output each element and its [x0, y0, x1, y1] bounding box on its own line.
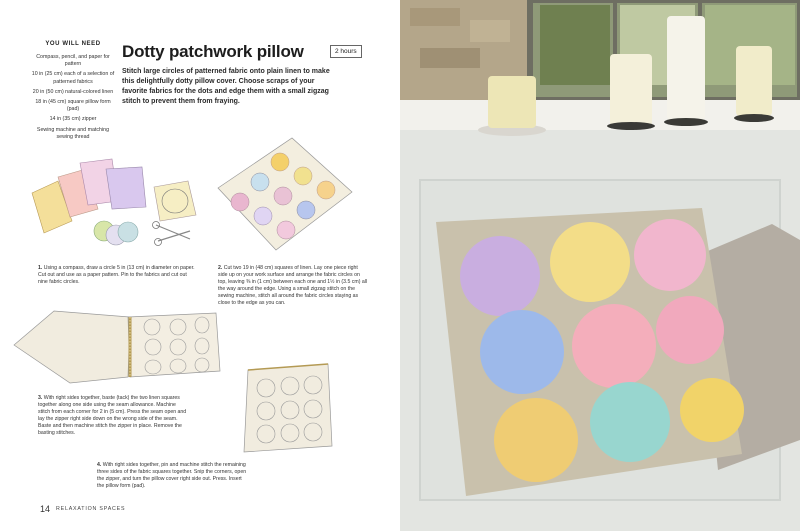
pillow-photo — [400, 0, 800, 531]
step-description: Using a compass, draw a circle 5 in (13 cm) in diameter on paper. Cut out and use as a paper pattern. Pin to the fabrics and cut out nine fabric circles. — [38, 265, 195, 285]
project-intro: Stitch large circles of patterned fabric onto plain linen to make this delightfully dotty pillow cover. Choose scraps of your favorite fabrics for the dots and edge them with a small zigzag stitch to prevent them from fraying. — [122, 68, 330, 105]
step-description: With right sides together, pin and machine stitch the remaining three sides of the fabric squares together. Snip the corners, open the zipper, and turn the pillow cover right side out. Press. Insert the pillow form (pad). — [97, 462, 247, 489]
step3-illustration — [10, 305, 230, 385]
materials-list — [30, 54, 116, 144]
material-item: Sewing machine and matching sewing thread — [36, 126, 110, 140]
paper-pattern — [154, 181, 196, 221]
material-item: 14 in (35 cm) zipper — [49, 116, 97, 123]
page-number: 14 — [40, 504, 51, 514]
section-name: RELAXATION SPACES — [56, 506, 126, 512]
time-badge: 2 hours — [330, 45, 362, 58]
step-number: 3. — [38, 395, 43, 401]
pillow — [436, 208, 744, 496]
step-number: 1. — [38, 265, 43, 271]
step-2-text — [218, 265, 368, 307]
material-item: 18 in (45 cm) square pillow form (pad) — [35, 99, 111, 113]
step-number: 4. — [97, 462, 102, 468]
material-item: 20 in (50 cm) natural-colored linen — [32, 88, 114, 95]
step-description: With right sides together, baste (tack) the two linen squares together along one side using the seam allowance. Machine stitch from each corner for 2 in (5 cm). Press the seam open and lay the zipper right side down on the wrong side of the seam. Baste and then machine stitch the zipper in place. Remove the basting stitches. — [38, 395, 187, 436]
material-item: Compass, pencil, and paper for pattern — [36, 54, 110, 68]
step4-illustration — [240, 360, 340, 460]
material-item: 10 in (25 cm) each of a selection of patterned fabrics — [31, 71, 115, 85]
step-4-text — [97, 462, 247, 490]
step1-illustration — [28, 155, 208, 260]
step2-illustration — [210, 132, 360, 260]
fabric-circles — [94, 221, 138, 245]
step-number: 2. — [218, 265, 223, 271]
scissors-icon — [153, 222, 191, 246]
step-3-text — [38, 395, 188, 437]
project-title: Dotty patchwork pillow — [122, 42, 304, 61]
step-description: Cut two 19 in (48 cm) squares of linen. Lay one piece right side up on your work surface and arrange the fabric circles on top, leaving ⅜ in (1 cm) between each one and 1½ in (3.5 cm) all the way around the edge. Using a small zigzag stitch on the sewing machine, stitch all around the fabric circles staying as close to the edge as you can. — [218, 265, 368, 306]
you-will-need-heading: YOU WILL NEED — [45, 41, 101, 47]
right-page-photo — [400, 0, 800, 531]
step-1-text — [38, 265, 198, 286]
